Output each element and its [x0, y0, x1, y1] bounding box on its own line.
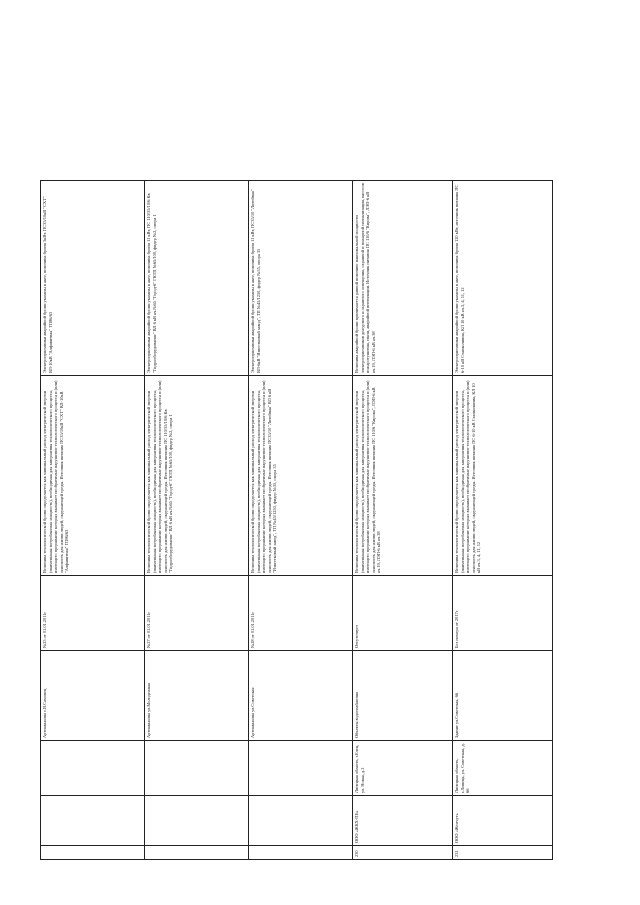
organization: ООО «ЖКХ-ПЕ»	[353, 796, 453, 846]
act-date: №27 от 01.01.2011г	[145, 576, 249, 651]
table-row	[41, 181, 145, 860]
act-date: №28 от 01.01.2011г	[249, 576, 353, 651]
act-date: Без номера от 2017г	[453, 576, 553, 651]
tech-reserve: Величина технологической брони определяется как минимальный расход электрической энергии (наименьшая потребляемая мощность), необходимая для завершения технологического процесса, имеющего прерывание которых вызывает необратимые нарушение технологического процесса и (или) опасность для жизни людей, окружающей среды. Источник питания ПС 110/6 "Кирова", ЛЭП-6 кВ яч.19, ЛЭП-6 кВ яч.38	[353, 376, 453, 576]
address: Липецкая область, г.Елец, ул. Новая, д.2	[353, 741, 453, 796]
reservation-table	[40, 180, 553, 860]
tech-reserve: Величина технологической брони определяется как минимальный расход электрической энергии (наименьшая потребляемая мощность), необходимая для завершения технологического процесса, имеющего прерывание которых вызывает необратимые нарушение технологического процесса и (или) опасность для жизни людей, окружающей среды. Источник питания ПС35/10кВ "СХТ" ВЛ-10кВ "Алфавитная" ТП86/63	[41, 376, 145, 576]
emergency-reserve: Электроприемники аварийной брони указаны в акте, величина брони 120 кВт, источник питания ПС 6-10 кВ Станколиния, КЛ 10 кВ яч.3, 4, 11, 12	[453, 181, 553, 376]
emergency-reserve: Электроприемники аварийной брони указаны в акте, величина брони 11 кВт, ПС35/10 "Литейная" ВЛ-6кВ "Известковый завод", ТП №45/1250, фидер №35, опора 35	[249, 181, 353, 376]
object-name: Здание ул.Советская, 66	[453, 651, 553, 741]
rotated-table-container	[40, 181, 552, 860]
row-number	[249, 846, 353, 860]
row-number	[41, 846, 145, 860]
address	[145, 741, 249, 796]
organization: ООО «Жемчуг»	[453, 796, 553, 846]
object-name: Артскважина с.В.Самовец	[41, 651, 145, 741]
organization	[145, 796, 249, 846]
table-row	[249, 181, 353, 860]
object-name: Артскважина ул.Молодежная	[145, 651, 249, 741]
row-number: 230	[353, 846, 453, 860]
address: Липецкая область, г.Липецк, ул. Советская, д. 66	[453, 741, 553, 796]
object-name: Объекты водоснабжения	[353, 651, 453, 741]
tech-reserve: Величина технологической брони определяется как минимальный расход электрической энергии (наименьшая потребляемая мощность), необходимая для завершения технологического процесса, имеющего прерывание которых вызывает необратимые нарушение технологического процесса и (или) опасность для жизни людей, окружающей среды. Источник питания ПС 6-10 кВ Станколиния, КЛ 10 кВ яч.3, 4, 11, 12	[453, 376, 553, 576]
address	[41, 741, 145, 796]
tech-reserve: Величина технологической брони определяется как минимальный расход электрической энергии (наименьшая потребляемая мощность), необходимая для завершения технологического процесса, имеющего прерывание которых вызывает необратимые нарушение технологического процесса и (или) опасность для жизни людей, окружающей среды. Источник питания ПС 110/35/10/6 Кв "Гидрооборудование" ВЛ 6 кВ яч.№65 "Город-6" ГКТП №65/100, фидер №2, опора 1	[145, 376, 249, 576]
row-number: 231	[453, 846, 553, 860]
organization	[41, 796, 145, 846]
row-number	[145, 846, 249, 860]
document-page	[40, 181, 552, 860]
act-date: Отсутствует	[353, 576, 453, 651]
tech-reserve: Величина технологической брони определяется как минимальный расход электрической энергии (наименьшая потребляемая мощность), необходимая для завершения технологического процесса, имеющего прерывание которых вызывает необратимые нарушение технологического процесса и (или) опасность для жизни людей, окружающей среды. Источник питания ПС35/10 "Литейная" ВЛ 6 кВ "Известковый завод", ТП №45/1250, фидер №35, опора 35	[249, 376, 353, 576]
emergency-reserve: Величина аварийной брони принимается равной величине максимальной мощности электроприемников дежурного и охранного освещения, охранной и пожарной сигнализации, насосов пожаротушения, связи, аварийной вентиляции. Источник питания ПС 110/6 "Кирова", ЛЭП-6 кВ яч.19, ЛЭП-6 кВ яч.38	[353, 181, 453, 376]
table-row	[453, 181, 553, 860]
address	[249, 741, 353, 796]
act-date: №25 от 01.01.2011г	[41, 576, 145, 651]
object-name: Артскважина ул.Советская	[249, 651, 353, 741]
table-row	[353, 181, 453, 860]
organization	[249, 796, 353, 846]
table-row	[145, 181, 249, 860]
emergency-reserve: Электроприемники аварийной брони указаны в акте, величина брони 11 кВт, ПС 110/35/10/6 Кв "Гидрооборудование" ВЛ 6 кВ яч.№65 "Город-6" ГКТП №65/100, фидер №2, опора 1	[145, 181, 249, 376]
emergency-reserve: Электроприемники аварийной брони указаны в акте, величина брони 3кВт. ПС35/10кВ "СХТ" ВЛ-10кВ "Алфавитная" ТП86/63	[41, 181, 145, 376]
